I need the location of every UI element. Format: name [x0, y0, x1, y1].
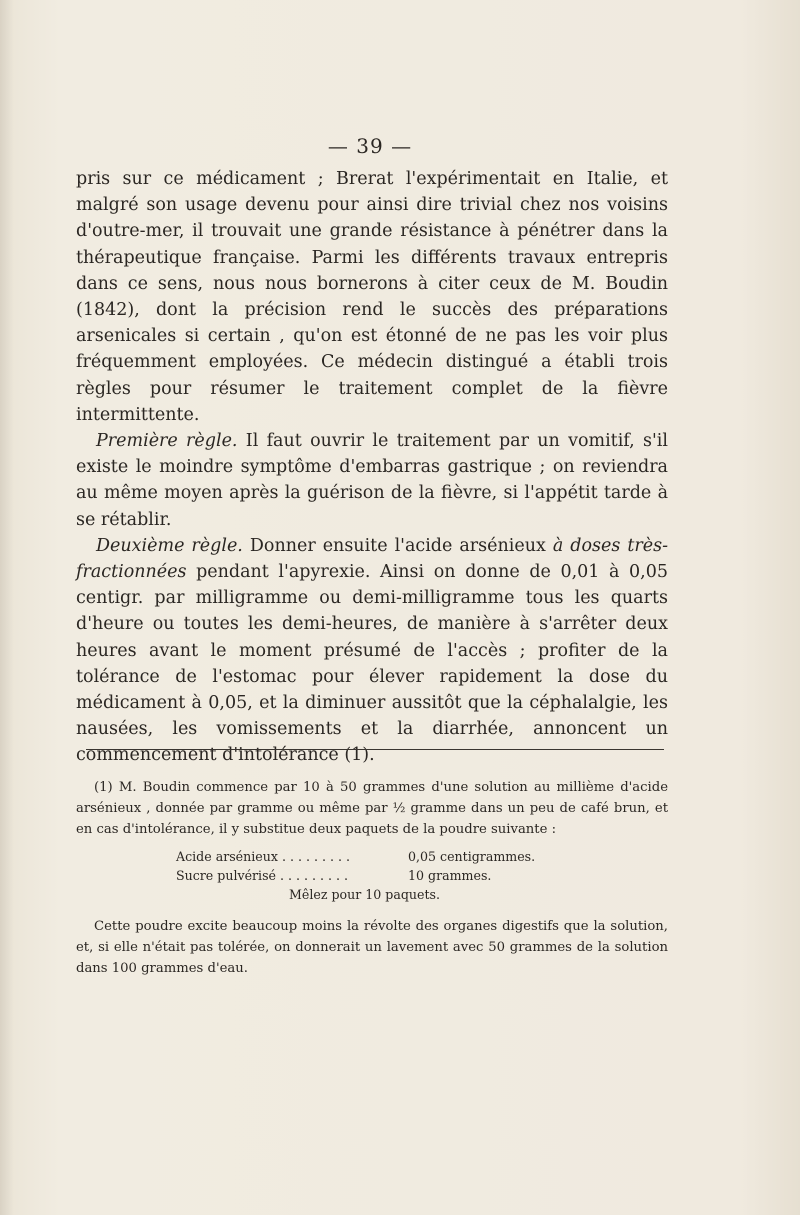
recipe-row — [76, 866, 668, 885]
recipe-dose: 10 grammes. — [408, 867, 492, 883]
recipe-row — [76, 847, 668, 866]
paragraph-1: pris sur ce médicament ; Brerat l'expérimentait en Italie, et malgré son usage devenu pour ainsi dire trivial chez nos voisins d'outre-mer, il trouvait une grande résistance à pénétrer dans la thérapeutique française. Parmi les différents travaux entrepris dans ce sens, nous nous bornerons à citer ceux de M. Boudin (1842), dont la précision rend le succès des préparations arsenicales si certain , qu'on est étonné de ne pas les voir plus fréquemment employées. Ce médecin distingué a établi trois règles pour résumer le traitement complet de la fièvre intermittente. — [76, 169, 668, 425]
main-text — [76, 166, 668, 769]
rule-2-text-b: pendant l'apyrexie. Ainsi on donne de 0,01 à 0,05 centigr. par milligramme ou demi-milligramme tous les quarts d'heure ou toutes les demi-heures, de manière à s'arrêter deux heures avant le moment présumé de l'accès ; profiter de la tolérance de l'estomac pour élever rapidement la dose du médicament à 0,05, et la diminuer aussitôt que la céphalalgie, les nausées, les vomissements et la diarrhée, annoncent un commencement d'intolérance (1). — [76, 562, 668, 766]
rule-2-label: Deuxième règle. — [96, 535, 243, 556]
footnote-divider — [86, 749, 664, 750]
footnote — [76, 777, 668, 979]
recipe-dose: 0,05 centigrammes. — [408, 848, 536, 864]
paragraph-3 — [76, 533, 668, 769]
paragraph-2 — [76, 428, 668, 533]
recipe — [76, 847, 668, 904]
page-number: — 39 — — [327, 134, 413, 158]
recipe-instruction: Mêlez pour 10 paquets. — [289, 886, 440, 902]
recipe-ingredient: Sucre pulvérisé . . . . . . . . . — [176, 867, 349, 883]
footnote-conclusion: Cette poudre excite beaucoup moins la révolte des organes digestifs que la solution, et, si elle n'était pas tolérée, on donnerait un lavement avec 50 grammes de la solution dans 100 grammes d'eau. — [76, 918, 668, 977]
rule-2-text-a: Donner ensuite l'acide arsénieux — [242, 535, 553, 556]
recipe-ingredient: Acide arsénieux . . . . . . . . . — [176, 848, 351, 864]
rule-1-label: Première règle. — [96, 431, 238, 452]
footnote-intro: (1) M. Boudin commence par 10 à 50 grammes d'une solution au millième d'acide arsénieux , donnée par gramme ou même par ½ gramme dans un peu de café brun, et en cas d'intolérance, il y substitue deux paquets de la poudre suivante : — [76, 780, 668, 838]
rule-2-emphasis: à doses très-fractionnées — [76, 535, 668, 583]
rule-1-text: Il faut ouvrir le traitement par un vomitif, s'il existe le moindre symptôme d'embarras gastrique ; on reviendra au même moyen après la guérison de la fièvre, si l'appétit tarde à se rétablir. — [76, 431, 668, 530]
